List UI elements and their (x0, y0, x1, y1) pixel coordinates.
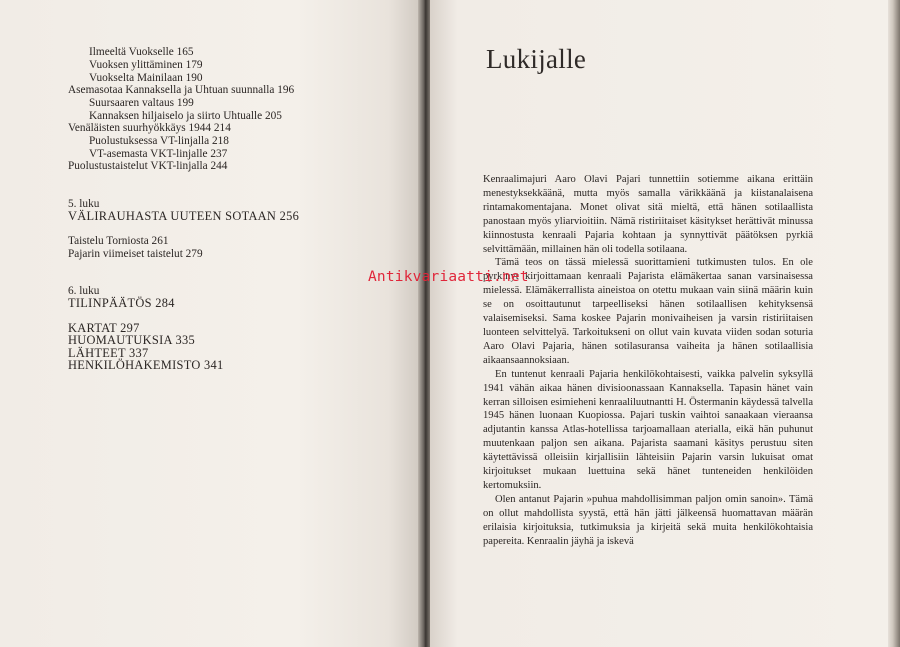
toc-entry: Suursaaren valtaus 199 (89, 97, 194, 109)
chapter-label: 5. luku (68, 198, 100, 210)
toc-entry: Venäläisten suurhyökkäys 1944 214 (68, 122, 231, 134)
chapter-title: TILINPÄÄTÖS 284 (68, 296, 175, 310)
paragraph: En tuntenut kenraali Pajaria henkilökohtaisesti, vaikka palvelin syksyllä 1941 vähän aikaa hänen divisioonassaan Kannaksella. Tapasin hänet vain kerran silloisen esimieheni kenraaliluutnantti H. Östermanin käydessä talvella 1945 hänen luonaan Kuopiossa. Pajari tuskin vaihtoi sanaakaan vieraansa adjutantin kanssa Atlas-hotellissa tarjoamallaan aterialla, eikä hän puhunut muutenkaan paljon sen aikana. Pajarista saamani käsitys perustuu siten käytettävissä olleisiin kirjallisiin lähteisiin Pajarin varsin lukuisat omat kirjoitukset mukaan luettuina sekä hänet tunteneiden henkilöiden kertomuksiin. (483, 368, 813, 491)
body-text (483, 173, 813, 548)
toc-entry: Vuokselta Mainilaan 190 (89, 72, 203, 84)
page-heading: Lukijalle (486, 44, 587, 74)
toc-entry: Puolustustaistelut VKT-linjalla 244 (68, 160, 228, 172)
toc-appendix-entry: HUOMAUTUKSIA 335 (68, 333, 195, 347)
table-of-contents (0, 0, 422, 647)
toc-entry: Vuoksen ylittäminen 179 (89, 59, 203, 71)
paragraph: Tämä teos on tässä mielessä suorittamieni tutkimusten tulos. En ole pyrkinyt kirjoittamaan kenraali Pajarista elämäkertaa sanan varsinaisessa mielessä. Elämäkerrallista aineistoa on otettu mukaan vain siinä määrin kuin se on osoittautunut tarpeelliseksi hänen sotilaallisen kehityksensä valaisemiseksi. Sama koskee Pajarin monivaiheisen ja varsin ristiriitaisen luonteen selvittelyä. Tarkoitukseni on ollut vain kuvata viiden sodan soturia Aaro Olavi Pajaria, hänen sotilasuransa vaiheita ja hänen sotilaallisia aikaansaannoksiaan. (483, 257, 813, 366)
toc-entry: Kannaksen hiljaiselo ja siirto Uhtualle 205 (89, 110, 282, 122)
toc-entry: VT-asemasta VKT-linjalle 237 (89, 148, 228, 160)
toc-entry: Taistelu Torniosta 261 (68, 235, 169, 247)
paragraph: Kenraalimajuri Aaro Olavi Pajari tunnettiin sotiemme aikana erittäin menestyksekkäänä, mutta myös samalla värikkäänä ja kiistanalaisena rintamakomentajana. Monet olivat sitä mieltä, että hänen sotilaallista panostaan myös yliarvioitiin. Nämä ristiriitaiset käsitykset herättivät minussa kiinnostusta kenraali Pajaria kohtaan ja synnyttivät päätöksen pyrkiä selvittämään, millainen hän oli todella sotilaana. (483, 174, 813, 255)
toc-appendix-entry: KARTAT 297 (68, 321, 140, 335)
chapter-label: 6. luku (68, 285, 100, 297)
toc-entry: Pajarin viimeiset taistelut 279 (68, 248, 203, 260)
paragraph: Olen antanut Pajarin »puhua mahdollisimman paljon omin sanoin». Tämä on ollut mahdollista syystä, että hän jätti jälkeensä huomattavan määrän erilaisia kirjoituksia, tutkimuksia ja kirjeitä sekä muita henkilökohtaisia papereita. Kenraalin jäyhä ja iskevä (483, 493, 813, 547)
watermark: Antikvariaatti.net (368, 269, 529, 285)
chapter-title: VÄLIRAUHASTA UUTEEN SOTAAN 256 (68, 209, 300, 223)
toc-entry: Puolustuksessa VT-linjalla 218 (89, 135, 229, 147)
toc-appendix-entry: HENKILÖHAKEMISTO 341 (68, 358, 224, 372)
toc-entry: Ilmeeltä Vuokselle 165 (89, 46, 194, 58)
toc-entry: Asemasotaa Kannaksella ja Uhtuan suunnalla 196 (68, 84, 295, 96)
toc-appendix-entry: LÄHTEET 337 (68, 346, 149, 360)
page-edge (888, 0, 900, 647)
